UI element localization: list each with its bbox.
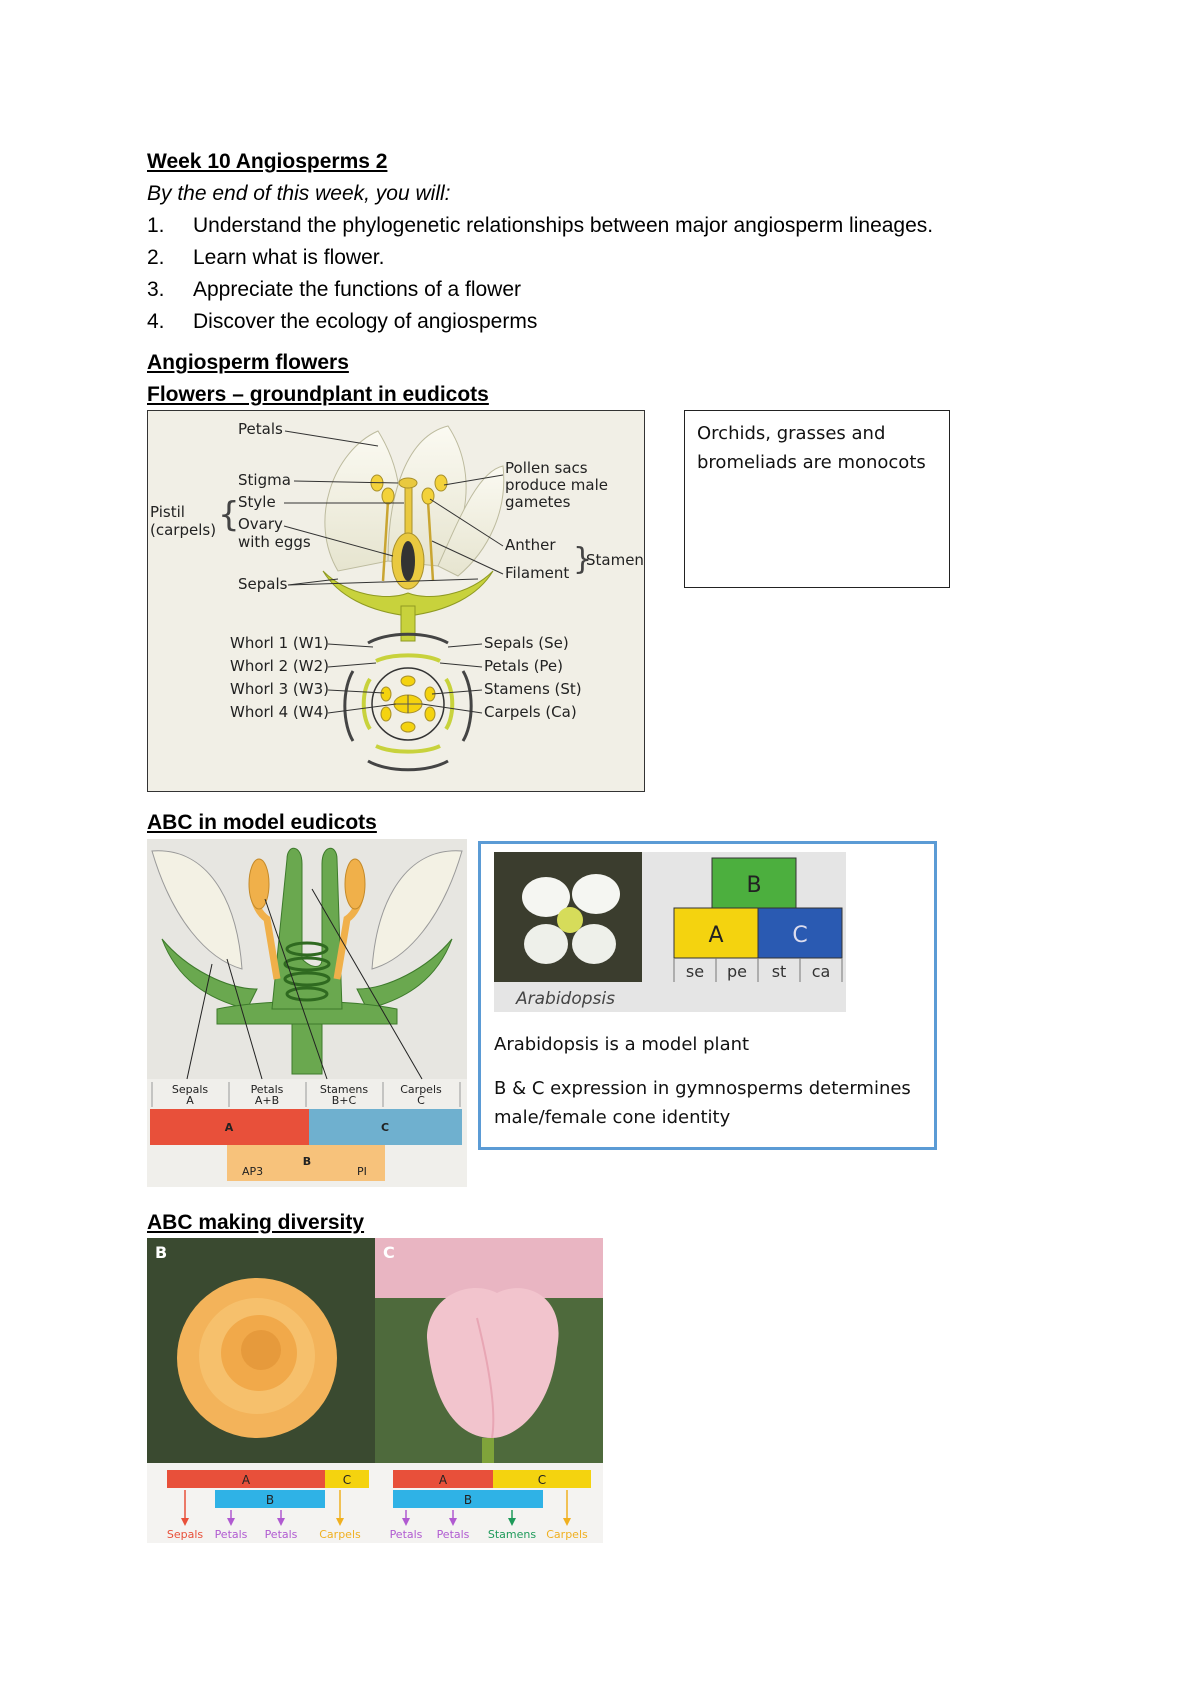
abc-flower-figure	[147, 839, 467, 1187]
svg-text:Carpels: Carpels	[546, 1528, 588, 1541]
svg-text:C: C	[380, 1121, 390, 1134]
svg-text:with eggs: with eggs	[238, 533, 311, 551]
svg-text:B: B	[463, 1493, 473, 1507]
svg-text:AP3: AP3	[242, 1165, 264, 1178]
svg-text:Petals: Petals	[214, 1528, 248, 1541]
svg-text:Petals: Petals	[238, 420, 283, 438]
anther-shape	[435, 475, 447, 491]
section-subheading-groundplan: Flowers – groundplant in eudicots	[147, 383, 489, 406]
svg-text:Ovary: Ovary	[238, 515, 283, 533]
svg-text:B: B	[302, 1155, 312, 1168]
flower-diagram	[147, 410, 645, 792]
arabidopsis-box	[478, 841, 937, 1150]
svg-text:Petals: Petals	[250, 1083, 284, 1096]
arabidopsis-abc-figure	[494, 852, 846, 1012]
svg-text:Whorl 4 (W4): Whorl 4 (W4)	[230, 703, 330, 721]
svg-text:B: B	[746, 873, 762, 898]
svg-text:Stamens: Stamens	[487, 1528, 537, 1541]
svg-text:}: }	[573, 542, 593, 577]
section-heading-diversity: ABC making diversity	[147, 1211, 365, 1234]
svg-text:{: {	[218, 495, 240, 535]
svg-text:C: C	[792, 923, 808, 948]
list-item: 1. Understand the phylogenetic relationships between major angiosperm lineages.	[147, 214, 934, 237]
monocots-note: Orchids, grasses and bromeliads are monocots	[684, 410, 950, 588]
intro-text: By the end of this week, you will:	[147, 182, 451, 205]
anther-shape	[422, 488, 434, 504]
svg-text:A: A	[438, 1473, 448, 1487]
svg-text:Whorl 3 (W3): Whorl 3 (W3)	[230, 680, 330, 698]
stigma-shape	[399, 478, 417, 488]
arabidopsis-note: Arabidopsis is a model plant	[494, 1034, 750, 1055]
svg-text:B: B	[265, 1493, 275, 1507]
anther-shape	[382, 488, 394, 504]
svg-text:Stamen: Stamen	[586, 551, 644, 569]
list-item: 4. Discover the ecology of angiosperms	[147, 310, 538, 333]
svg-text:(carpels): (carpels)	[150, 521, 217, 539]
diversity-figure	[147, 1238, 603, 1543]
objectives-list	[147, 214, 1047, 342]
svg-text:Carpels: Carpels	[319, 1528, 361, 1541]
flower-structure-figure	[148, 411, 644, 791]
svg-text:B: B	[155, 1243, 168, 1262]
svg-text:Petals (Pe): Petals (Pe)	[484, 657, 564, 675]
svg-text:A+B: A+B	[254, 1094, 280, 1107]
svg-text:Sepals (Se): Sepals (Se)	[484, 634, 569, 652]
svg-text:C: C	[383, 1243, 395, 1262]
svg-text:Petals: Petals	[264, 1528, 298, 1541]
gymnosperm-note: B & C expression in gymnosperms determines male/female cone identity	[494, 1078, 911, 1128]
svg-text:Sepals: Sepals	[171, 1083, 209, 1096]
svg-text:gametes: gametes	[505, 493, 571, 511]
svg-text:PI: PI	[357, 1165, 367, 1178]
rose-tulip-figure	[147, 1238, 603, 1543]
svg-text:pe: pe	[727, 962, 747, 981]
svg-text:Whorl 2 (W2): Whorl 2 (W2)	[230, 657, 330, 675]
list-item: 3. Appreciate the functions of a flower	[147, 278, 522, 301]
svg-text:C: C	[342, 1473, 352, 1487]
svg-text:Stigma: Stigma	[238, 471, 291, 489]
svg-text:Petals: Petals	[389, 1528, 423, 1541]
svg-text:Filament: Filament	[505, 564, 570, 582]
section-heading-flowers: Angiosperm flowers	[147, 351, 349, 374]
svg-text:A: A	[186, 1094, 194, 1107]
svg-text:Pistil: Pistil	[150, 503, 185, 521]
svg-text:Arabidopsis: Arabidopsis	[516, 989, 615, 1009]
svg-text:B+C: B+C	[331, 1094, 357, 1107]
svg-text:Carpels (Ca): Carpels (Ca)	[484, 703, 577, 721]
svg-text:se: se	[685, 962, 705, 981]
svg-text:Carpels: Carpels	[400, 1083, 442, 1096]
section-heading-abc: ABC in model eudicots	[147, 811, 377, 834]
svg-text:Stamens: Stamens	[319, 1083, 369, 1096]
svg-text:Stamens (St): Stamens (St)	[484, 680, 582, 698]
svg-text:Petals: Petals	[436, 1528, 470, 1541]
list-item: 2. Learn what is flower.	[147, 246, 385, 269]
svg-text:st: st	[771, 962, 787, 981]
svg-text:ca: ca	[811, 962, 831, 981]
ovary-eggs	[401, 541, 415, 581]
svg-text:Style: Style	[238, 493, 276, 511]
svg-text:Whorl 1 (W1): Whorl 1 (W1)	[230, 634, 330, 652]
svg-text:C: C	[537, 1473, 547, 1487]
svg-text:Sepals: Sepals	[238, 575, 288, 593]
anther-shape	[345, 859, 365, 909]
svg-text:A: A	[708, 923, 724, 948]
svg-text:A: A	[224, 1121, 234, 1134]
svg-text:A: A	[241, 1473, 251, 1487]
arabidopsis-figure	[494, 852, 846, 1012]
svg-text:produce male: produce male	[505, 476, 609, 494]
svg-text:Anther: Anther	[505, 536, 556, 554]
svg-text:C: C	[417, 1094, 425, 1107]
svg-text:Sepals: Sepals	[166, 1528, 204, 1541]
svg-text:Pollen sacs: Pollen sacs	[505, 459, 588, 477]
page-title: Week 10 Angiosperms 2	[147, 150, 388, 173]
abc-model-diagram	[147, 839, 467, 1187]
